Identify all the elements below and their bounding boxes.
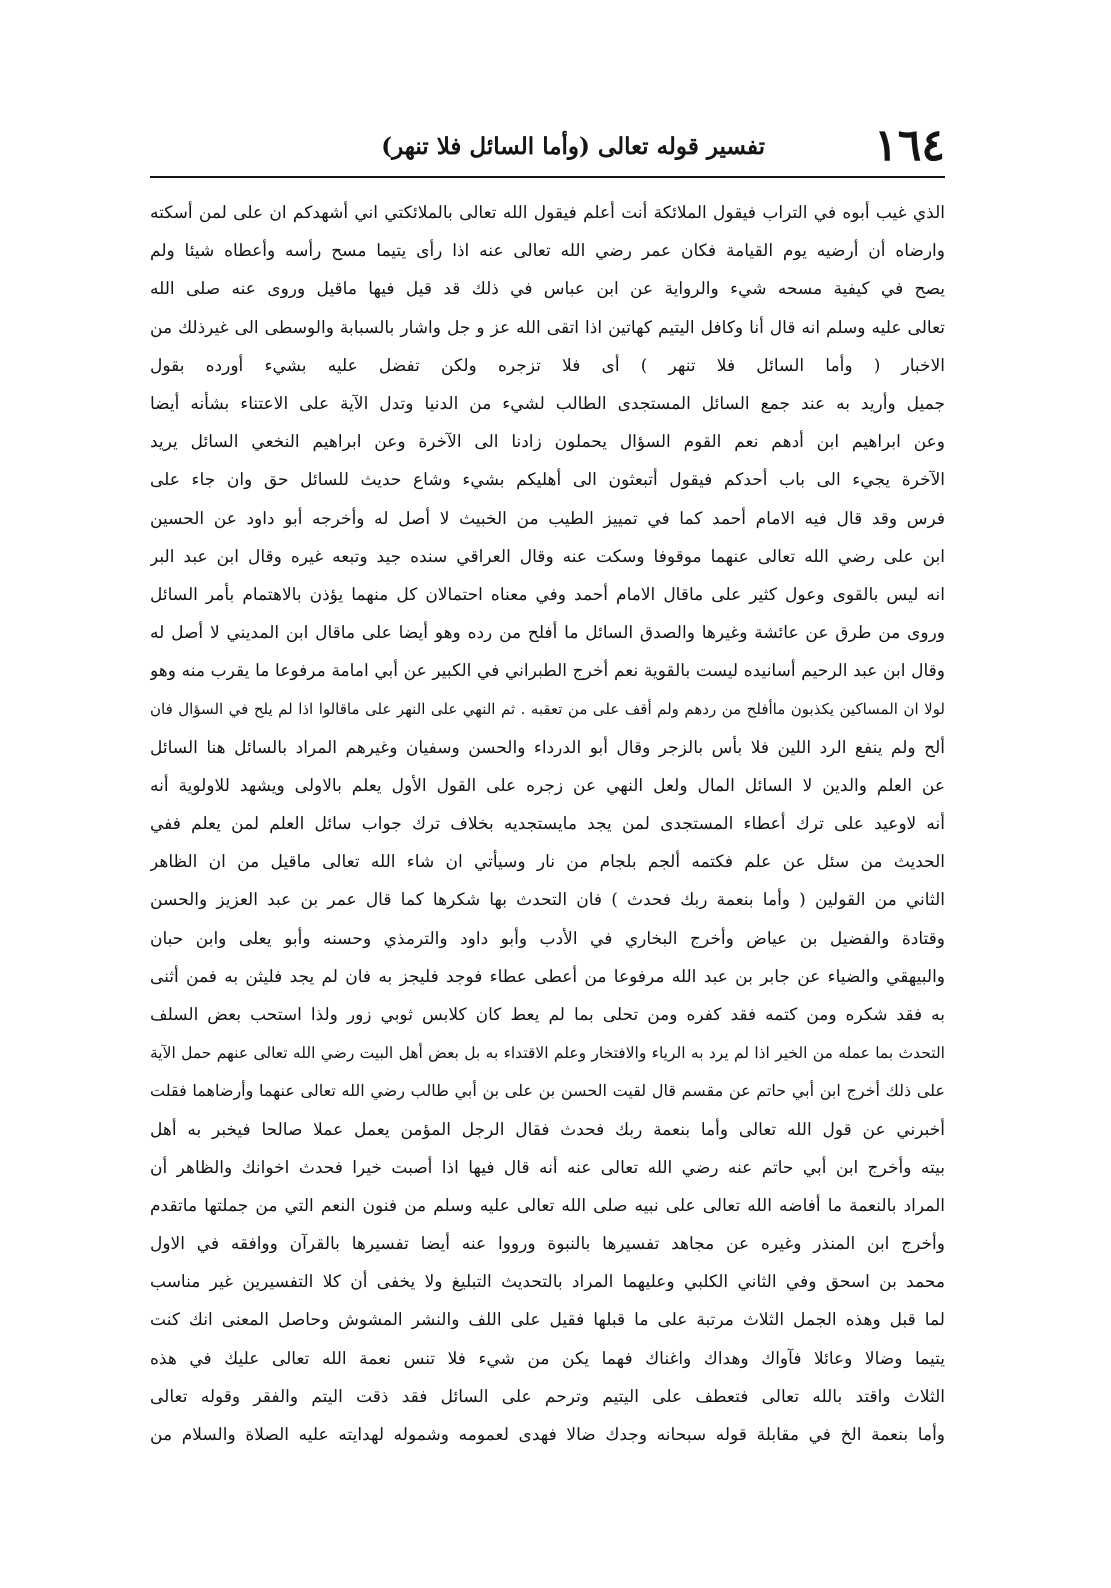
text-line: ألح ولم ينفع الرد اللين فلا بأس بالزجر وقال أبو الدرداء والحسن وسفيان وغيرهم المراد بالسائل هنا السائل	[150, 737, 945, 758]
text-line: وروى من طرق عن عائشة وغيرها والصدق السائل ما أفلح من رده وهو أيضا على ماقال ابن المديني لا أصل له	[150, 623, 945, 644]
text-line: أخبرني عن قول الله تعالى وأما بنعمة ربك فحدث فقال الرجل المؤمن يعمل عملا صالحا فيخبر به أهل	[150, 1119, 945, 1140]
text-line: الآخرة يجيء الى باب أحدكم فيقول أتبعثون الى أهليكم بشيء وشاع حديث للسائل حق وان جاء على	[150, 470, 945, 491]
header-rule	[150, 176, 945, 178]
text-line: لما قبل وهذه الجمل الثلاث مرتبة على ما قبلها فقيل على اللف والنشر المشوش وحاصل المعنى انك كنت	[150, 1310, 945, 1331]
text-line: وقتادة والفضيل بن عياض وأخرج البخاري في الأدب وأبو داود والترمذي وحسنه وأبو يعلى وابن حبان	[150, 928, 945, 949]
text-line: بيته وأخرج ابن أبي حاتم عنه رضي الله تعالى عنه أنه قال فيها اذا أصبت خيرا فحدث اخوانك والظاهر أن	[150, 1157, 945, 1178]
text-line: يتيما وضالا وعائلا فآواك وهداك واغناك فهما يكن من شيء فلا تنس نعمة الله تعالى عليك في هذه	[150, 1348, 945, 1369]
text-line: وارضاه أن أرضيه يوم القيامة فكان عمر رضي الله تعالى عنه اذا رأى يتيما مسح رأسه وأعطاه شيئا ولم	[150, 241, 945, 262]
text-line: وعن ابراهيم ابن أدهم نعم القوم السؤال يحملون زادنا الى الآخرة وعن ابراهيم النخعي السائل يريد	[150, 432, 945, 453]
text-line: تعالى عليه وسلم انه قال أنا وكافل اليتيم كهاتين اذا اتقى الله عز و جل واشار بالسبابة والوسطى الى غيرذلك من	[150, 317, 945, 338]
text-line: الحديث من سئل عن علم فكتمه ألجم بلجام من نار وسيأتي ان شاء الله تعالى ماقيل من ان الظاهر	[150, 852, 945, 873]
text-line: وأخرج ابن المنذر وغيره عن مجاهد تفسيرها بالنبوة ورووا عنه أيضا تفسيرها بالقرآن ووافقه في الاول	[150, 1234, 945, 1255]
text-line: محمد بن اسحق وفي الثاني الكلبي وعليهما المراد بالتحديث التبليغ ولا يخفى أن كلا التفسيرين غير مناسب	[150, 1272, 945, 1293]
text-line: وأما بنعمة الخ في مقابلة قوله سبحانه وجدك ضالا فهدى لعمومه وشموله لهدايته عليه الصلاة والسلام من	[150, 1425, 945, 1445]
text-line: التحدث بما عمله من الخير اذا لم يرد به الرياء والافتخار وعلم الاقتداء به بل بعض أهل البيت رضي الله تعالى عنهم حمل الآية	[150, 1044, 945, 1063]
text-line: على ذلك أخرج ابن أبي حاتم عن مقسم قال لقيت الحسن بن على بن أبي طالب رضي الله تعالى عنهما وأرضاهما فقلت	[150, 1081, 945, 1101]
text-line: وقال ابن عبد الرحيم أسانيده ليست بالقوية نعم أخرج الطبراني في الكبير عن أبي امامة مرفوعا ما يقرب منه وهو	[150, 661, 945, 682]
page-header	[150, 118, 945, 178]
text-line: الذي غيب أبوه في التراب فيقول الملائكة أنت أعلم فيقول الله تعالى بالملائكتي اني أشهدكم ان على لمن أسكته	[150, 203, 945, 223]
text-line: الاخبار ( وأما السائل فلا تنهر ) أى فلا تزجره ولكن تفضل عليه بشيء أورده بقول	[150, 355, 945, 376]
running-title: تفسير قوله تعالى (وأما السائل فلا تنهر)	[381, 133, 765, 160]
text-line: الثلاث واقتد بالله تعالى فتعطف على اليتيم وترحم على السائل فقد ذقت اليتم والفقر وقوله تعالى	[150, 1386, 945, 1407]
text-line: والبيهقي والضياء عن جابر بن عبد الله مرفوعا من أعطى عطاء فوجد فليجز به فان لم يجد فليثن به فمن أثنى	[150, 966, 945, 987]
text-line: يصح في كيفية مسحه شيء والرواية عن ابن عباس في ذلك قد قيل فيها ماقيل وروى عنه صلى الله	[150, 279, 945, 300]
text-line: به فقد شكره ومن كتمه فقد كفره ومن تحلى بما لم يعط كان كلابس ثوبي زور ولذا استحب بعض السلف	[150, 1004, 945, 1025]
page-number: ١٦٤	[874, 120, 945, 171]
text-line: الثاني من القولين ( وأما بنعمة ربك فحدث ) فان التحدث بها شكرها كما قال عمر بن عبد العزيز والحسن	[150, 890, 945, 911]
text-line: أنه لاوعيد على ترك أعطاء المستجدى لمن يجد مايستجديه بخلاف ترك جواب سائل العلم لمن يعلم ففي	[150, 814, 945, 834]
text-line: فرس وقد قال فيه الامام أحمد كما في تمييز الطيب من الخبيث لا أصل له وأخرجه أبو داود عن الحسين	[150, 508, 945, 529]
text-line: عن العلم والدين لا السائل المال ولعل النهي عن زجره على القول الأول يعلم بالاولى ويشهد للاولوية أنه	[150, 775, 945, 796]
text-line: انه ليس بالقوى وعول كثير على ماقال الامام أحمد وفي معناه احتمالان كل منهما يؤذن بالاهتمام بأمر السائل	[150, 584, 945, 605]
body-text	[150, 194, 945, 1454]
text-line: جميل وأريد به عند جمع السائل المستجدى الطالب لشيء من الدنيا وتدل الآية على الاعتناء بشأنه أيضا	[150, 393, 945, 414]
text-line: لولا ان المساكين يكذبون ماأفلح من ردهم ولم أقف على من تعقبه . ثم النهي على النهر على ماقالوا اذا لم يلح في السؤال فان	[150, 700, 945, 719]
text-line: المراد بالنعمة ما أفاضه الله تعالى على نبيه صلى الله تعالى عليه وسلم من فنون النعم التي من جملتها ماتقدم	[150, 1195, 945, 1216]
text-line: ابن على رضي الله تعالى عنهما موقوفا وسكت عنه وقال العراقي سنده جيد وتبعه غيره وقال ابن عبد البر	[150, 546, 945, 567]
